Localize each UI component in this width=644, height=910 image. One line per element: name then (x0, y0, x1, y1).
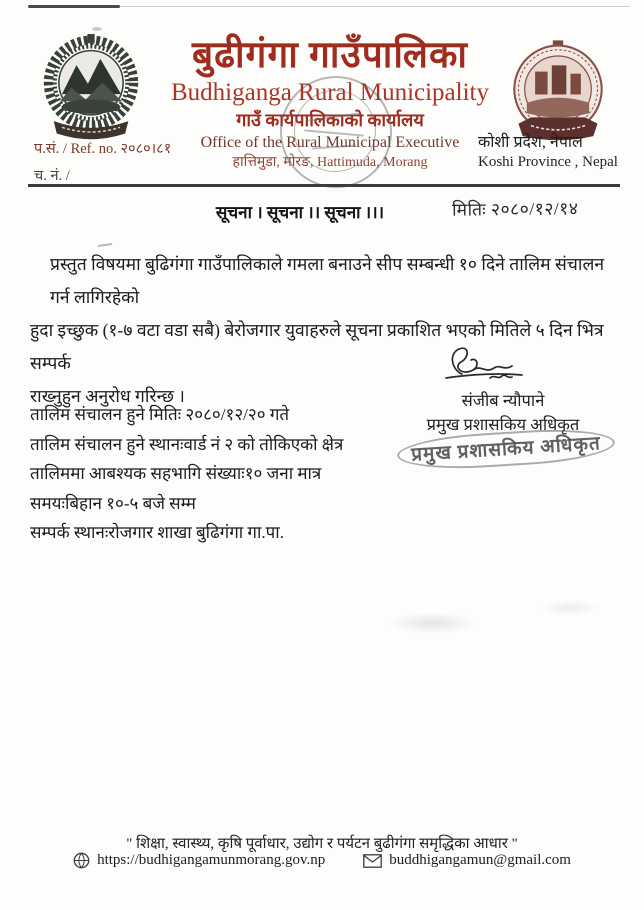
scan-artifact-smudge (540, 600, 600, 616)
office-name-english: Office of the Rural Municipal Executive (200, 134, 460, 151)
globe-icon (73, 852, 90, 869)
signature-scribble (432, 344, 532, 392)
ref-number: प.सं. / Ref. no. २०८०।८१ (34, 141, 172, 157)
email-address: buddhigangamun@gmail.com (389, 852, 571, 868)
detail-participant-count: तालिममा आबश्यक सहभागि संख्याः१० जना मात्र (30, 464, 322, 484)
signatory-designation: प्रमुख प्रशासकिय अधिकृत (426, 415, 580, 434)
letterhead (142, 34, 518, 172)
footer-contact-row (0, 852, 644, 869)
footer-motto: " शिक्षा, स्वास्थ्य, कृषि पूर्वाधार, उद्योग र पर्यटन बुढीगंगा समृद्धिका आधार " (126, 836, 518, 852)
designation-stamp-text: प्रमुख प्रशासकिय अधिकृत (396, 425, 615, 472)
body-line: प्रस्तुत विषयमा बुढिगंगा गाउँपालिकाले गमला बनाउने सीप सम्बन्धी १० दिने तालिम संचालन गर्न लागिरहेको (50, 254, 605, 307)
detail-time: समयःबिहान १०-५ बजे सम्म (30, 493, 196, 513)
municipality-title-nepali: बुढीगंगा गाउँपालिका (192, 35, 468, 76)
notice-heading: सूचना । सूचना ।। सूचना ।।। (215, 203, 385, 222)
province-english: Koshi Province , Nepal (478, 154, 618, 170)
office-name-nepali: गाउँ कार्यपालिकाको कार्यालय (236, 110, 424, 130)
body-line: हुदा इच्छुक (१-७ वटा वडा सबै) बेरोजगार युवाहरुले सूचना प्रकाशित भएको मितिले ५ दिन भित्र सम्पर्क (30, 320, 604, 373)
detail-training-date: तालिम संचालन हुने मितिः २०८०/१२/२० गते (30, 405, 290, 424)
nepal-municipality-emblem-icon (38, 34, 144, 146)
body-line: राख्नुहुन अनुरोध गरिन्छ । (30, 386, 185, 406)
municipality-title-english: Budhiganga Rural Municipality (170, 79, 489, 106)
scan-artifact-dash (98, 243, 112, 247)
website-item (73, 852, 325, 869)
dispatch-number: च. नं. / (34, 168, 70, 184)
scan-artifact-speck (92, 27, 102, 31)
header-divider (28, 184, 620, 187)
detail-training-venue: तालिम संचालन हुने स्थानःवार्ड नं २ को तोकिएको क्षेत्र (30, 434, 344, 454)
email-item (363, 852, 571, 869)
envelope-icon (363, 854, 382, 868)
website-url: https://budhigangamunmorang.gov.np (97, 852, 326, 868)
scan-artifact-line (120, 6, 630, 7)
training-details-list (30, 400, 343, 548)
signatory-name: संजीब न्यौपाने (461, 391, 545, 410)
scan-artifact-smudge (388, 612, 478, 634)
detail-contact-place: सम्पर्क स्थानःरोजगार शाखा बुढिगंगा गा.पा. (30, 523, 284, 543)
scan-artifact-line (28, 5, 120, 8)
office-location: हात्तिमुडा, मोरङ, Hattimuda, Morang (232, 155, 428, 170)
notice-date-handwritten: मितिः २०८०/१२/१४ (451, 198, 579, 220)
province-nepali: कोशी प्रदेश, नेपाल (478, 134, 583, 151)
